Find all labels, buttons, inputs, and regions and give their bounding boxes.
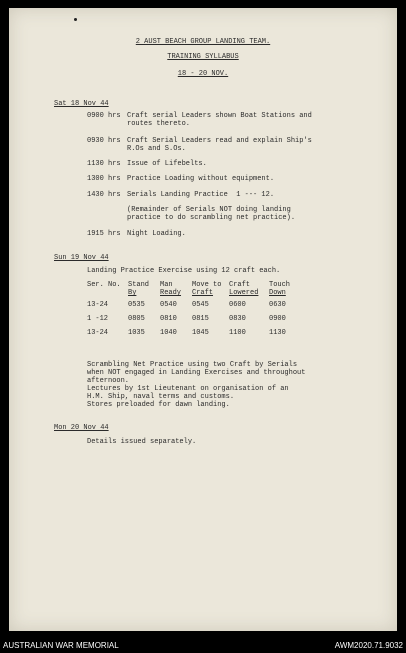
table-cell: 1130 (269, 329, 286, 337)
table-header: Craft Lowered (229, 281, 259, 297)
table-cell: 0600 (229, 301, 246, 309)
table-header: Man Ready (160, 281, 182, 297)
entry-time: 1300 hrs (87, 175, 121, 183)
table-header: Touch Down (269, 281, 291, 297)
entry-time: 0930 hrs (87, 137, 121, 145)
table-cell: 0535 (128, 301, 145, 309)
section-details: Details issued separately. (87, 438, 197, 446)
table-cell: 13-24 (87, 329, 109, 337)
table-header: Stand By (128, 281, 150, 297)
table-cell: 0630 (269, 301, 286, 309)
table-row (87, 315, 305, 329)
table-cell: 0830 (229, 315, 246, 323)
schedule-table (87, 281, 305, 343)
section-heading-sun: Sun 19 Nov 44 (54, 254, 109, 262)
table-cell: 1035 (128, 329, 145, 337)
footer-institution: AUSTRALIAN WAR MEMORIAL (3, 641, 119, 650)
table-header-row (87, 281, 305, 297)
table-cell: 0900 (269, 315, 286, 323)
table-cell: 0815 (192, 315, 209, 323)
section-intro: Landing Practice Exercise using 12 craft each. (87, 267, 281, 275)
entry-time: 1915 hrs (87, 230, 121, 238)
section-heading-sat: Sat 18 Nov 44 (54, 100, 109, 108)
table-cell: 0810 (160, 315, 177, 323)
table-header: Ser. No. (87, 281, 121, 289)
footer-accession-number: AWM2020.71.9032 (334, 641, 403, 650)
entry-text: Night Loading. (127, 230, 186, 238)
table-cell: 1040 (160, 329, 177, 337)
table-cell: 0805 (128, 315, 145, 323)
table-cell: 1045 (192, 329, 209, 337)
table-row (87, 329, 305, 343)
entry-time: 1130 hrs (87, 160, 121, 168)
entry-text: Craft serial Leaders shown Boat Stations and routes thereto. (127, 112, 312, 128)
table-cell: 1100 (229, 329, 246, 337)
table-header: Move to Craft (192, 281, 222, 297)
table-row (87, 301, 305, 315)
entry-note: (Remainder of Serials NOT doing landing practice to do scrambling net practice). (127, 206, 296, 222)
archive-footer (0, 631, 406, 653)
section-notes: Scrambling Net Practice using two Craft by Serials when NOT engaged in Landing Exercises and throughout afternoon. Lectures by 1st Lieutenant on organisation of an H.M. Ship, naval terms and customs. Stores preloaded for dawn landing. (87, 361, 306, 409)
document-subtitle: TRAINING SYLLABUS (167, 53, 239, 61)
table-cell: 0540 (160, 301, 177, 309)
entry-text: Practice Loading without equipment. (127, 175, 275, 183)
entry-time: 1430 hrs (87, 191, 121, 199)
entry-text: Craft Serial Leaders read and explain Ship's R.Os and S.Os. (127, 137, 312, 153)
table-cell: 1 -12 (87, 315, 109, 323)
table-cell: 13-24 (87, 301, 109, 309)
entry-text: Serials Landing Practice 1 --- 12. (127, 191, 275, 199)
document-title: 2 AUST BEACH GROUP LANDING TEAM. (135, 38, 271, 46)
section-heading-mon: Mon 20 Nov 44 (54, 424, 109, 432)
document-dates: 18 - 20 NOV. (177, 70, 229, 78)
entry-time: 0900 hrs (87, 112, 121, 120)
entry-text: Issue of Lifebelts. (127, 160, 207, 168)
document-page (9, 8, 397, 631)
ink-spot (74, 18, 77, 21)
table-cell: 0545 (192, 301, 209, 309)
